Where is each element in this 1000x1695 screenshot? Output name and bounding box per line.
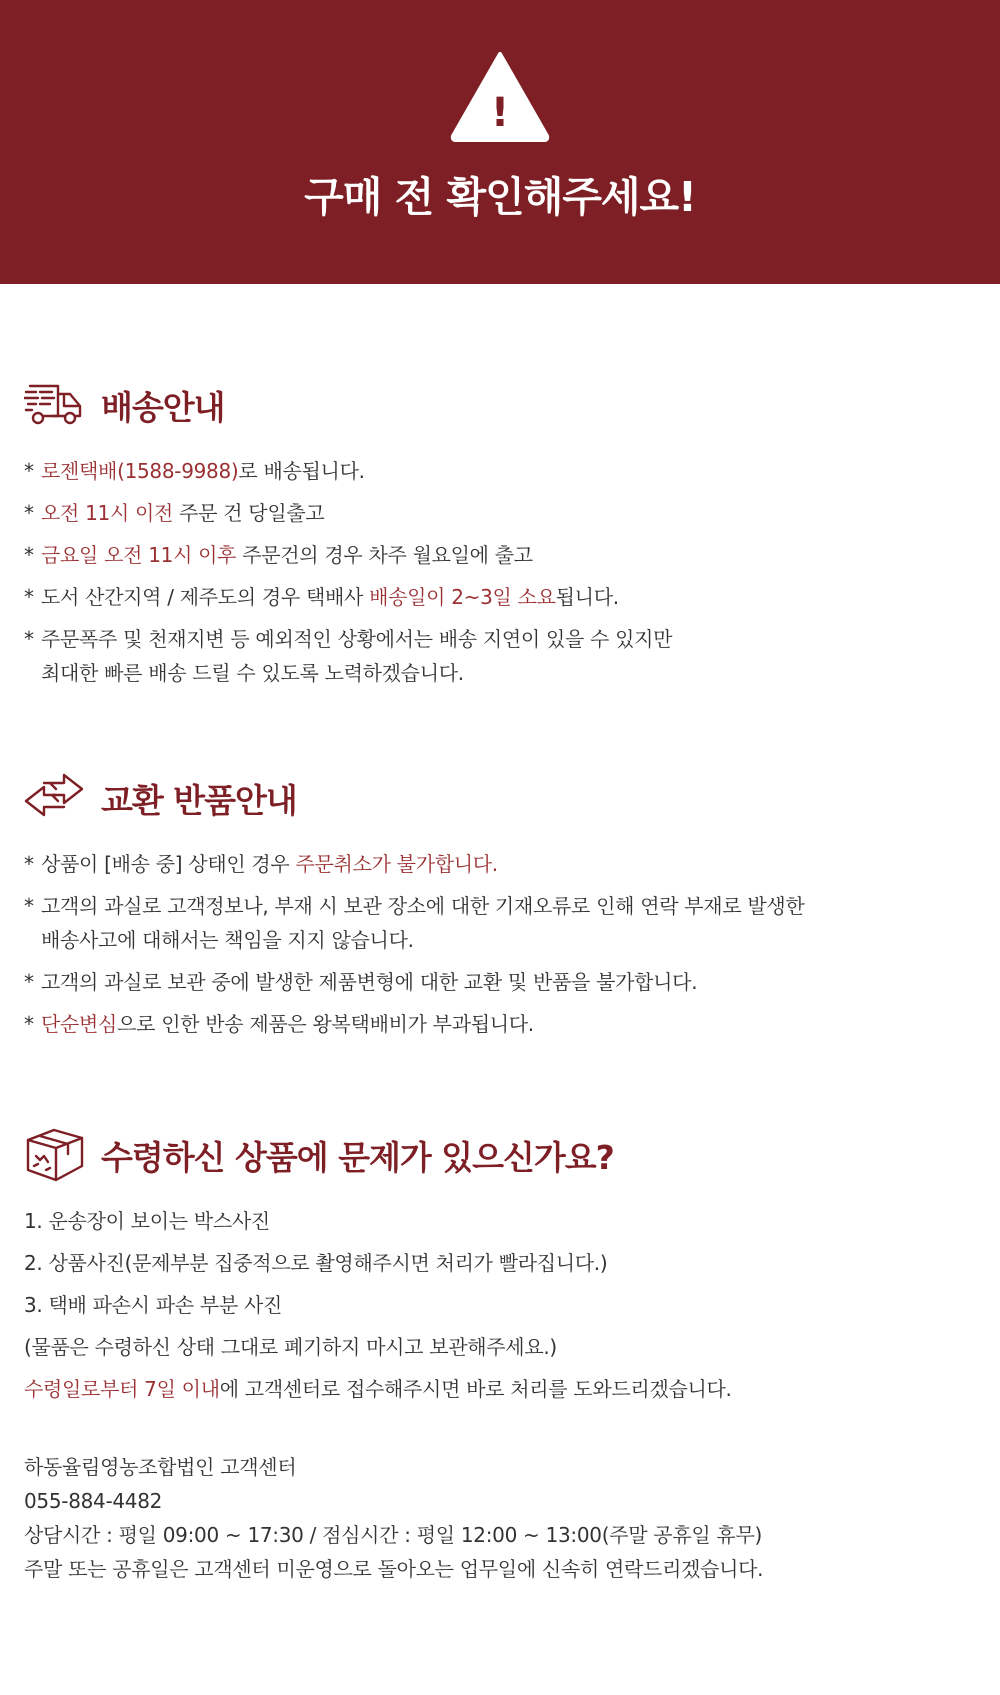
bullet: *	[24, 543, 34, 567]
page-title: 구매 전 확인해주세요!	[304, 173, 696, 221]
list-item: 1. 운송장이 보이는 박스사진	[24, 1209, 270, 1233]
center-name: 하동율림영농조합법인 고객센터	[24, 1455, 297, 1479]
delivery-truck-icon	[24, 382, 84, 430]
customer-center-info	[24, 1450, 763, 1586]
center-phone: 055-884-4482	[24, 1489, 163, 1513]
list-item: * 단순변심으로 인한 반송 제품은 왕복택배비가 부과됩니다.	[24, 1007, 804, 1041]
exchange-list	[24, 847, 804, 1049]
bullet: *	[24, 894, 34, 918]
shipping-list	[24, 454, 672, 698]
center-note: 주말 또는 공휴일은 고객센터 미운영으로 돌아오는 업무일에 신속히 연락드리겠습니다.	[24, 1557, 764, 1581]
list-item: 수령일로부터 7일 이내에 고객센터로 접수해주시면 바로 처리를 도와드리겠습니다.	[24, 1377, 732, 1401]
list-item: * 고객의 과실로 고객정보나, 부재 시 보관 장소에 대한 기재오류로 인해 연락 부재로 발생한 배송사고에 대해서는 책임을 지지 않습니다.	[24, 889, 804, 957]
problem-list	[24, 1204, 732, 1414]
list-item: * 로젠택배(1588-9988)로 배송됩니다.	[24, 454, 672, 488]
warning-mark: !	[490, 90, 510, 136]
list-item: (물품은 수령하신 상태 그대로 폐기하지 마시고 보관해주세요.)	[24, 1335, 557, 1359]
list-item: * 오전 11시 이전 주문 건 당일출고	[24, 496, 672, 530]
bullet: *	[24, 585, 34, 609]
warning-triangle-icon	[449, 50, 551, 142]
problem-title: 수령하신 상품에 문제가 있으신가요?	[101, 1138, 614, 1177]
bullet: *	[24, 970, 34, 994]
exchange-arrows-icon	[24, 763, 84, 827]
notice-banner	[0, 0, 1000, 284]
shipping-title: 배송안내	[101, 388, 225, 427]
list-item: 3. 택배 파손시 파손 부분 사진	[24, 1293, 282, 1317]
center-hours: 상담시간 : 평일 09:00 ~ 17:30 / 점심시간 : 평일 12:00 ~ 13:00(주말 공휴일 휴무)	[24, 1523, 762, 1547]
exchange-title: 교환 반품안내	[101, 781, 297, 820]
list-item: * 금요일 오전 11시 이후 주문건의 경우 차주 월요일에 출고	[24, 538, 672, 572]
damaged-box-icon	[24, 1126, 86, 1184]
list-item: * 주문폭주 및 천재지변 등 예외적인 상황에서는 배송 지연이 있을 수 있지만 최대한 빠른 배송 드릴 수 있도록 노력하겠습니다.	[24, 622, 672, 690]
bullet: *	[24, 627, 34, 651]
bullet: *	[24, 1012, 34, 1036]
bullet: *	[24, 501, 34, 525]
list-item: * 상품이 [배송 중] 상태인 경우 주문취소가 불가합니다.	[24, 847, 804, 881]
list-item: * 도서 산간지역 / 제주도의 경우 택배사 배송일이 2~3일 소요됩니다.	[24, 580, 672, 614]
list-item: * 고객의 과실로 보관 중에 발생한 제품변형에 대한 교환 및 반품을 불가합니다.	[24, 965, 804, 999]
bullet: *	[24, 852, 34, 876]
bullet: *	[24, 459, 34, 483]
list-item: 2. 상품사진(문제부분 집중적으로 촬영해주시면 처리가 빨라집니다.)	[24, 1251, 608, 1275]
